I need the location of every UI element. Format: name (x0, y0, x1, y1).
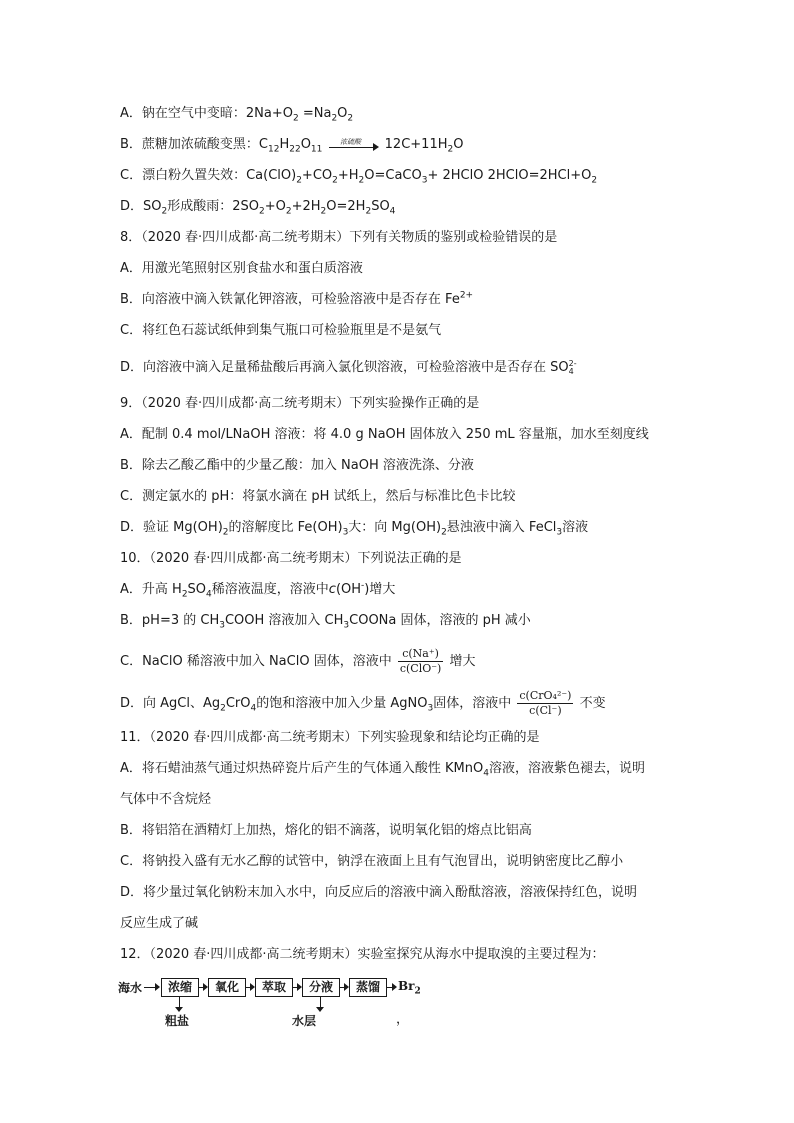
fraction-cro4-cl: $\frac{\text{c(CrO₄²⁻)}}{c(Cl^-)}$ (519, 689, 572, 717)
q8-option-a: A．用激光笔照射区别食盐水和蛋白质溶液 (120, 261, 363, 276)
bromine-flowchart (118, 978, 421, 1038)
q11-option-c: C．将钠投入盛有无水乙醇的试管中，钠浮在液面上且有气泡冒出，说明钠密度比乙醇小 (120, 854, 624, 869)
flow-byproduct-salt: 粗盐 (165, 1014, 190, 1028)
flow-step-oxidize: 氧化 (208, 978, 246, 997)
q9-option-a: A．配制 0.4 mol/LNaOH 溶液：将 4.0 g NaOH 固体放入 250 mL 容量瓶，加水至刻度线 (120, 427, 649, 442)
reaction-arrow: 浓硫酸 (329, 138, 379, 152)
q7-option-a: A．钠在空气中变暗：$2Na+O_2 =Na_2O_2$ (120, 106, 354, 124)
q10-option-a: A．升高 $H_2SO_4$稀溶液温度，溶液中c(OH-)增大 (120, 580, 396, 600)
q12-tail: ， (396, 1012, 410, 1027)
q7-option-c: C．漂白粉久置失效：$Ca(ClO)_2+CO_2+H_2O=CaCO_3+$ 2HClO $2HClO=2HCl+O_2$ (120, 168, 598, 186)
flow-step-concentrate: 浓缩 (161, 978, 199, 997)
q8-option-c: C．将红色石蕊试纸伸到集气瓶口可检验瓶里是不是氨气 (120, 323, 442, 338)
q10-option-d: D．向 AgCl、$Ag_2CrO_4$的饱和溶液中加入少量 AgNO$_3$固体，溶液中 $\frac{\text{c(CrO₄²⁻)}}{c(Cl^-)}$ 不变 (120, 689, 606, 717)
q7-option-b: B．蔗糖加浓硫酸变黑：$C_{12}H_{22}O_{11}$ 浓硫酸 $12C+11H_2O$ (120, 137, 464, 155)
q7-option-d: D．$SO_2$形成酸雨：$2SO_2+O_2+2H_2O=2H_2SO_4$ (120, 199, 396, 217)
flow-step-distill: 蒸馏 (349, 978, 387, 997)
q10-stem: 10．（2020 春·四川成都·高二统考期末）下列说法正确的是 (120, 551, 462, 566)
q9-option-c: C．测定氯水的 pH：将氯水滴在 pH 试纸上，然后与标准比色卡比较 (120, 489, 516, 504)
q11-option-a: A．将石蜡油蒸气通过炽热碎瓷片后产生的气体通入酸性 KMnO$_4$溶液，溶液紫色褪去，说明 (120, 761, 645, 779)
flow-start: 海水 (118, 981, 143, 995)
q11-stem: 11．（2020 春·四川成都·高二统考期末）下列实验现象和结论均正确的是 (120, 730, 540, 745)
q11-option-d-cont: 反应生成了碱 (120, 916, 199, 931)
q10-option-c: C．NaClO 稀溶液中加入 NaClO 固体，溶液中 $\frac{c(Na^+)}{\text{c(ClO⁻)}}$ 增大 (120, 647, 476, 675)
q8-option-b: B．向溶液中滴入铁氰化钾溶液，可检验溶液中是否存在 $Fe^{2+}$ (120, 290, 474, 307)
flow-byproduct-water: 水层 (292, 1014, 317, 1028)
flow-end: $Br_2$ (398, 979, 421, 997)
q8-option-d: D．向溶液中滴入足量稀盐酸后再滴入氯化钡溶液，可检验溶液中是否存在 SO 2- 4 (120, 358, 577, 376)
q11-option-a-cont: 气体中不含烷烃 (120, 792, 212, 807)
q11-option-d: D．将少量过氧化钠粉末加入水中，向反应后的溶液中滴入酚酞溶液，溶液保持红色，说明 (120, 885, 638, 900)
q11-option-b: B．将铝箔在酒精灯上加热，熔化的铝不滴落，说明氧化铝的熔点比铝高 (120, 823, 532, 838)
q12-stem: 12．（2020 春·四川成都·高二统考期末）实验室探究从海水中提取溴的主要过程为： (120, 947, 605, 962)
fraction-na-clo: $\frac{c(Na^+)}{\text{c(ClO⁻)}}$ (399, 647, 442, 675)
q9-option-b: B．除去乙酸乙酯中的少量乙酸：加入 NaOH 溶液洗涤、分液 (120, 458, 474, 473)
flow-step-extract: 萃取 (255, 978, 293, 997)
flow-step-separate: 分液 (302, 978, 340, 997)
q9-stem: 9．（2020 春·四川成都·高二统考期末）下列实验操作正确的是 (120, 396, 480, 411)
q10-option-b: B．pH=3 的 $CH_3COOH$ 溶液加入 $CH_3COONa$ 固体，溶液的 pH 减小 (120, 613, 531, 631)
q8-stem: 8．（2020 春·四川成都·高二统考期末）下列有关物质的鉴别或检验错误的是 (120, 230, 558, 245)
q9-option-d: D．验证 $Mg(OH)_2$的溶解度比 $Fe(OH)_3$大：向 $Mg(OH)_2$悬浊液中滴入 FeCl$_3$溶液 (120, 520, 589, 538)
